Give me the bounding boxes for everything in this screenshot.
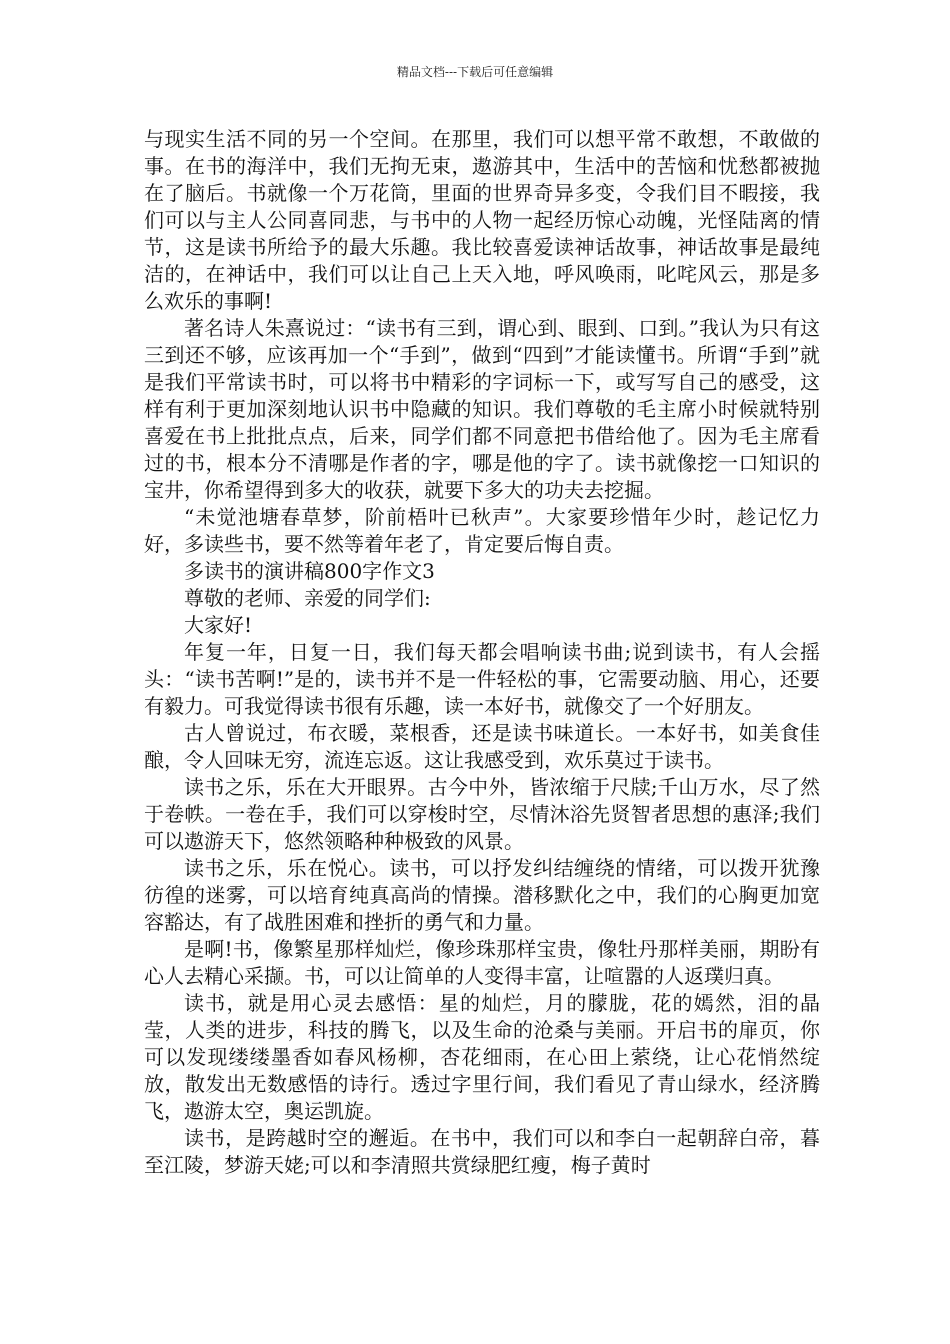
paragraph-zhuxi-quote: 著名诗人朱熹说过：“读书有三到，谓心到、眼到、口到。”我认为只有这三到还不够，应该再加一个“手到”，做到“四到”才能读懂书。所谓“手到”就是我们平常读书时，可以将书中精彩的字词标一下，或写写自己的感受，这样有利于更加深刻地认识书中隐藏的知识。我们尊敬的毛主席小时候就特别喜爱在书上批批点点，后来，同学们都不同意把书借给他了。因为毛主席看过的书，根本分不清哪是作者的字，哪是他的字了。读书就像挖一口知识的宝井，你希望得到多大的收获，就要下多大的功夫去挖掘。 bbox=[144, 316, 820, 502]
paragraph-books-like-stars: 是啊!书，像繁星那样灿烂，像珍珠那样宝贵，像牡丹那样美丽，期盼有心人去精心采撷。书，可以让简单的人变得丰富，让喧嚣的人返璞归真。 bbox=[144, 937, 820, 988]
paragraph-perceive-with-heart: 读书，就是用心灵去感悟：星的灿烂，月的朦胧，花的嫣然，泪的晶莹，人类的进步，科技的腾飞，以及生命的沧桑与美丽。开启书的扉页，你可以发现缕缕墨香如春风杨柳，杏花细雨，在心田上萦绕，让心花悄然绽放，散发出无数感悟的诗行。透过字里行间，我们看见了青山绿水，经济腾飞，遨游太空，奥运凯旋。 bbox=[144, 991, 820, 1123]
paragraph-reading-song: 年复一年，日复一日，我们每天都会唱响读书曲;说到读书，有人会摇头：“读书苦啊!”是的，读书并不是一件轻松的事，它需要动脑、用心，还要有毅力。可我觉得读书很有乐趣，读一本好书，就像交了一个好朋友。 bbox=[144, 640, 820, 718]
paragraph-broaden-horizons: 读书之乐，乐在大开眼界。古今中外，皆浓缩于尺牍;千山万水，尽了然于卷帙。一卷在手，我们可以穿梭时空，尽情沐浴先贤智者思想的惠泽;我们可以遨游天下，悠然领略种种极致的风景。 bbox=[144, 775, 820, 853]
paragraph-joy-of-heart: 读书之乐，乐在悦心。读书，可以抒发纠结缠绕的情绪，可以拨开犹豫彷徨的迷雾，可以培育纯真高尚的情操。潜移默化之中，我们的心胸更加宽容豁达，有了战胜困难和挫折的勇气和力量。 bbox=[144, 856, 820, 934]
paragraph-ancient-saying: 古人曾说过，布衣暖，菜根香，还是读书味道长。一本好书，如美食佳酿，令人回味无穷，流连忘返。这让我感受到，欢乐莫过于读书。 bbox=[144, 721, 820, 772]
paragraph-poem-quote: “未觉池塘春草梦，阶前梧叶已秋声”。大家要珍惜年少时，趁记忆力好，多读些书，要不然等着年老了，肯定要后悔自责。 bbox=[144, 505, 820, 556]
page-header: 精品文档---下载后可任意编辑 bbox=[396, 65, 554, 79]
greeting: 大家好! bbox=[184, 613, 253, 637]
document-body bbox=[144, 126, 820, 1179]
salutation: 尊敬的老师、亲爱的同学们: bbox=[184, 586, 431, 610]
section-title: 多读书的演讲稿800字作文3 bbox=[184, 559, 435, 583]
paragraph-continuation: 与现实生活不同的另一个空间。在那里，我们可以想平常不敢想，不敢做的事。在书的海洋中，我们无拘无束，遨游其中，生活中的苦恼和忧愁都被抛在了脑后。书就像一个万花筒，里面的世界奇异多变，令我们目不暇接，我们可以与主人公同喜同悲，与书中的人物一起经历惊心动魄，光怪陆离的情节，这是读书所给予的最大乐趣。我比较喜爱读神话故事，神话故事是最纯洁的，在神话中，我们可以让自己上天入地，呼风唤雨，叱咤风云，那是多么欢乐的事啊! bbox=[144, 127, 820, 313]
paragraph-time-encounter: 读书，是跨越时空的邂逅。在书中，我们可以和李白一起朝辞白帝，暮至江陵，梦游天姥;可以和李清照共赏绿肥红瘦，梅子黄时 bbox=[144, 1126, 820, 1177]
